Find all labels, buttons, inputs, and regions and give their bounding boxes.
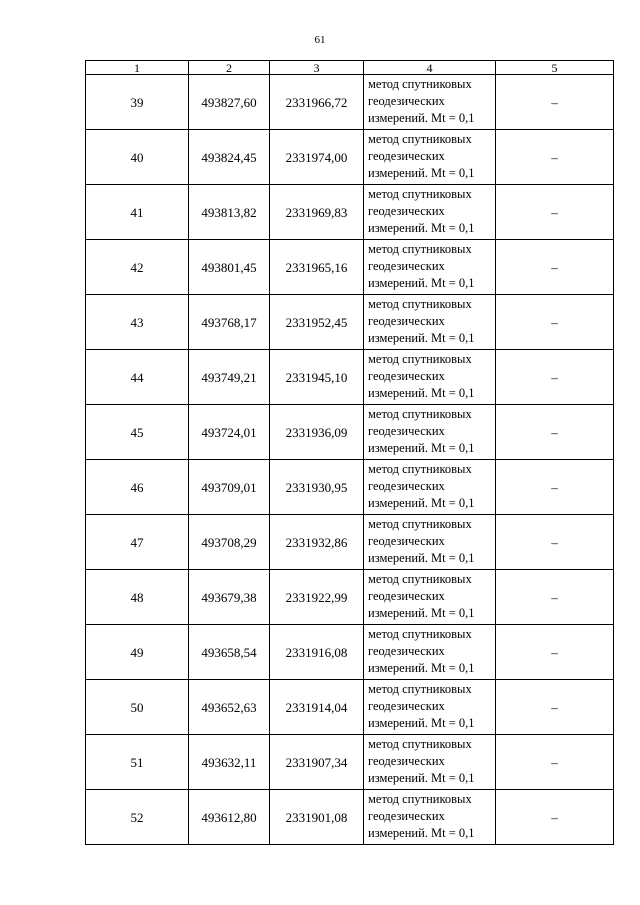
header-cell: 5 (496, 61, 614, 75)
method-line: метод спутниковых (368, 407, 472, 421)
y-coordinate-cell: 2331966,72 (270, 75, 364, 130)
method-line: геодезических (368, 94, 445, 108)
method-line: измерений. Mt = 0,1 (368, 551, 475, 565)
method-cell (364, 240, 496, 295)
method-line: измерений. Mt = 0,1 (368, 716, 475, 730)
point-number-cell: 40 (86, 130, 189, 185)
method-cell (364, 680, 496, 735)
y-coordinate-cell: 2331952,45 (270, 295, 364, 350)
method-cell (364, 515, 496, 570)
note-cell: – (496, 75, 614, 130)
point-number-cell: 48 (86, 570, 189, 625)
y-coordinate-cell: 2331916,08 (270, 625, 364, 680)
method-cell (364, 405, 496, 460)
y-coordinate-cell: 2331901,08 (270, 790, 364, 845)
table-row (86, 625, 614, 680)
x-coordinate-cell: 493612,80 (189, 790, 270, 845)
x-coordinate-cell: 493749,21 (189, 350, 270, 405)
x-coordinate-cell: 493709,01 (189, 460, 270, 515)
page-number: 61 (314, 34, 326, 46)
x-coordinate-cell: 493632,11 (189, 735, 270, 790)
note-cell: – (496, 185, 614, 240)
method-cell (364, 295, 496, 350)
method-line: метод спутниковых (368, 242, 472, 256)
x-coordinate-cell: 493658,54 (189, 625, 270, 680)
method-cell (364, 790, 496, 845)
note-cell: – (496, 680, 614, 735)
method-line: метод спутниковых (368, 352, 472, 366)
method-cell (364, 625, 496, 680)
method-line: метод спутниковых (368, 792, 472, 806)
x-coordinate-cell: 493827,60 (189, 75, 270, 130)
point-number-cell: 52 (86, 790, 189, 845)
table-row (86, 570, 614, 625)
method-cell (364, 735, 496, 790)
method-line: измерений. Mt = 0,1 (368, 826, 475, 840)
method-line: измерений. Mt = 0,1 (368, 166, 475, 180)
note-cell: – (496, 790, 614, 845)
note-cell: – (496, 460, 614, 515)
table-row (86, 405, 614, 460)
y-coordinate-cell: 2331922,99 (270, 570, 364, 625)
method-line: метод спутниковых (368, 132, 472, 146)
method-line: измерений. Mt = 0,1 (368, 276, 475, 290)
coordinates-table (85, 60, 614, 845)
x-coordinate-cell: 493801,45 (189, 240, 270, 295)
point-number-cell: 49 (86, 625, 189, 680)
method-line: измерений. Mt = 0,1 (368, 331, 475, 345)
y-coordinate-cell: 2331930,95 (270, 460, 364, 515)
header-cell: 1 (86, 61, 189, 75)
table-row (86, 350, 614, 405)
method-line: метод спутниковых (368, 187, 472, 201)
table-row (86, 240, 614, 295)
y-coordinate-cell: 2331969,83 (270, 185, 364, 240)
note-cell: – (496, 130, 614, 185)
method-line: метод спутниковых (368, 572, 472, 586)
x-coordinate-cell: 493652,63 (189, 680, 270, 735)
table-row (86, 295, 614, 350)
method-line: геодезических (368, 534, 445, 548)
y-coordinate-cell: 2331914,04 (270, 680, 364, 735)
x-coordinate-cell: 493768,17 (189, 295, 270, 350)
method-line: измерений. Mt = 0,1 (368, 496, 475, 510)
method-line: измерений. Mt = 0,1 (368, 771, 475, 785)
table-body (86, 75, 614, 845)
method-line: метод спутниковых (368, 77, 472, 91)
note-cell: – (496, 570, 614, 625)
method-cell (364, 130, 496, 185)
table-row (86, 735, 614, 790)
method-line: геодезических (368, 589, 445, 603)
method-line: измерений. Mt = 0,1 (368, 606, 475, 620)
y-coordinate-cell: 2331965,16 (270, 240, 364, 295)
method-line: метод спутниковых (368, 297, 472, 311)
method-line: геодезических (368, 204, 445, 218)
method-line: геодезических (368, 369, 445, 383)
method-line: измерений. Mt = 0,1 (368, 661, 475, 675)
note-cell: – (496, 405, 614, 460)
y-coordinate-cell: 2331974,00 (270, 130, 364, 185)
note-cell: – (496, 295, 614, 350)
point-number-cell: 42 (86, 240, 189, 295)
method-line: измерений. Mt = 0,1 (368, 221, 475, 235)
table-row (86, 790, 614, 845)
x-coordinate-cell: 493724,01 (189, 405, 270, 460)
y-coordinate-cell: 2331936,09 (270, 405, 364, 460)
method-cell (364, 460, 496, 515)
method-line: метод спутниковых (368, 627, 472, 641)
table-row (86, 130, 614, 185)
x-coordinate-cell: 493824,45 (189, 130, 270, 185)
header-cell: 4 (364, 61, 496, 75)
header-cell: 2 (189, 61, 270, 75)
method-line: геодезических (368, 479, 445, 493)
point-number-cell: 50 (86, 680, 189, 735)
point-number-cell: 41 (86, 185, 189, 240)
y-coordinate-cell: 2331907,34 (270, 735, 364, 790)
method-line: метод спутниковых (368, 737, 472, 751)
method-line: геодезических (368, 149, 445, 163)
method-line: метод спутниковых (368, 462, 472, 476)
method-line: метод спутниковых (368, 517, 472, 531)
y-coordinate-cell: 2331945,10 (270, 350, 364, 405)
method-cell (364, 570, 496, 625)
x-coordinate-cell: 493813,82 (189, 185, 270, 240)
method-cell (364, 185, 496, 240)
table-row (86, 185, 614, 240)
point-number-cell: 46 (86, 460, 189, 515)
method-cell (364, 350, 496, 405)
method-line: геодезических (368, 259, 445, 273)
method-line: измерений. Mt = 0,1 (368, 111, 475, 125)
note-cell: – (496, 735, 614, 790)
table-row (86, 515, 614, 570)
method-line: геодезических (368, 644, 445, 658)
method-line: геодезических (368, 424, 445, 438)
method-line: геодезических (368, 699, 445, 713)
method-line: измерений. Mt = 0,1 (368, 441, 475, 455)
point-number-cell: 47 (86, 515, 189, 570)
point-number-cell: 44 (86, 350, 189, 405)
table-row (86, 680, 614, 735)
table-row (86, 460, 614, 515)
x-coordinate-cell: 493708,29 (189, 515, 270, 570)
point-number-cell: 51 (86, 735, 189, 790)
method-line: геодезических (368, 314, 445, 328)
method-line: измерений. Mt = 0,1 (368, 386, 475, 400)
note-cell: – (496, 240, 614, 295)
note-cell: – (496, 515, 614, 570)
note-cell: – (496, 350, 614, 405)
header-cell: 3 (270, 61, 364, 75)
point-number-cell: 39 (86, 75, 189, 130)
table-row (86, 75, 614, 130)
method-line: геодезических (368, 809, 445, 823)
point-number-cell: 43 (86, 295, 189, 350)
method-line: метод спутниковых (368, 682, 472, 696)
x-coordinate-cell: 493679,38 (189, 570, 270, 625)
point-number-cell: 45 (86, 405, 189, 460)
note-cell: – (496, 625, 614, 680)
method-line: геодезических (368, 754, 445, 768)
method-cell (364, 75, 496, 130)
header-row (86, 61, 614, 75)
y-coordinate-cell: 2331932,86 (270, 515, 364, 570)
